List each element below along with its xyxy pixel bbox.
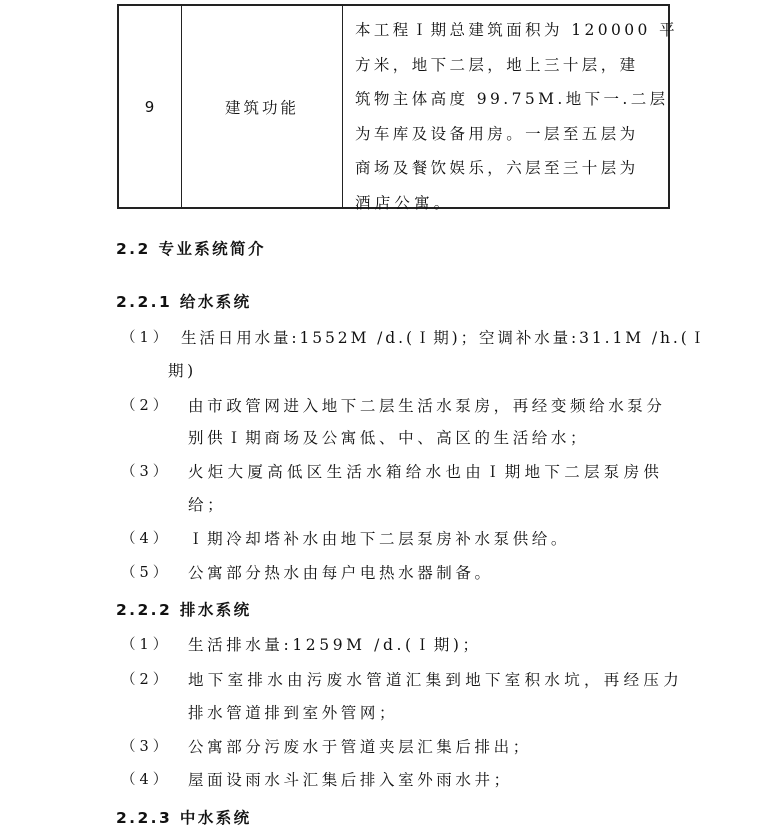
- description-line: 为车库及设备用房。一层至五层为: [355, 124, 639, 143]
- item-number: （4）: [121, 772, 172, 788]
- reclaimed-water-heading: 2.2.3 中水系统: [116, 809, 252, 827]
- item-text: 给；: [188, 496, 227, 514]
- item-number: （5）: [121, 565, 172, 581]
- water-supply-heading: 2.2.1 给水系统: [116, 293, 252, 311]
- item-number: （2）: [121, 672, 172, 688]
- description-line: 商场及餐饮娱乐，六层至三十层为: [355, 159, 639, 177]
- item-text: 火炬大厦高低区生活水箱给水也由Ｉ期地下二层泵房供: [188, 463, 664, 481]
- row-item: 建筑功能: [224, 98, 299, 117]
- item-text: 别供Ｉ期商场及公寓低、中、高区的生活给水；: [188, 429, 590, 447]
- item-number: （1）: [121, 330, 172, 346]
- item-text: 公寓部分热水由每户电热水器制备。: [188, 564, 494, 582]
- item-number: （4）: [121, 531, 172, 547]
- section-title: 2.2 专业系统简介: [116, 240, 266, 258]
- item-text: 排水管道排到室外管网；: [188, 704, 399, 722]
- table-divider: [342, 6, 343, 207]
- description-line: 酒店公寓。: [355, 193, 454, 212]
- item-text: 生活排水量:1259M /d.(Ｉ期)；: [188, 636, 482, 654]
- description-line: 本工程Ｉ期总建筑面积为 120000 平: [355, 21, 679, 39]
- item-text: 公寓部分污废水于管道夹层汇集后排出；: [188, 738, 532, 756]
- item-text: 期): [168, 362, 197, 380]
- spec-table-row: [117, 4, 679, 212]
- item-number: （1）: [121, 637, 172, 653]
- item-number: （2）: [121, 398, 172, 414]
- description-line: 方米，地下二层，地上三十层，建: [355, 55, 639, 74]
- item-number: （3）: [121, 464, 172, 480]
- drainage-heading: 2.2.2 排水系统: [116, 601, 252, 619]
- item-number: （3）: [121, 739, 172, 755]
- item-text: 由市政管网进入地下二层生活水泵房，再经变频给水泵分: [188, 397, 666, 415]
- item-text: 屋面设雨水斗汇集后排入室外雨水井；: [188, 771, 513, 789]
- row-index: 9: [144, 97, 156, 116]
- item-text: 生活日用水量:1552M /d.(Ｉ期)；空调补水量:31.1M /h.(Ｉ: [181, 329, 709, 347]
- description-line: 筑物主体高度 99.75M.地下一.二层: [355, 90, 669, 108]
- item-text: 地下室排水由污废水管道汇集到地下室积水坑，再经压力: [188, 671, 684, 689]
- item-text: Ｉ期冷却塔补水由地下二层泵房补水泵供给。: [188, 530, 571, 548]
- row-description: [355, 14, 679, 221]
